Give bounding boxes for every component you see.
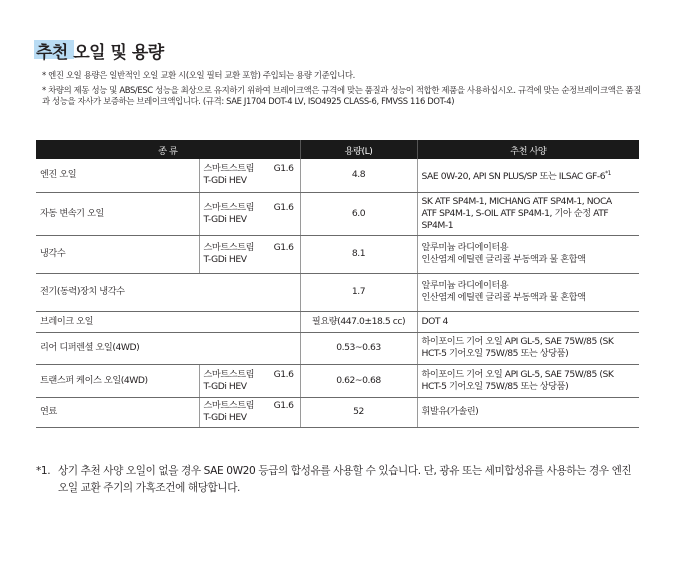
spec-line: DOT 4 xyxy=(421,315,448,327)
cell-amount: 필요량(447.0±18.5 cc) xyxy=(300,311,417,332)
spec-line: 인산염계 에틸렌 글리콜 부동액과 물 혼합액 xyxy=(421,254,586,265)
cell-amount: 1.7 xyxy=(300,273,417,311)
cell-amount: 52 xyxy=(300,397,417,427)
cell-spec xyxy=(417,273,639,311)
cell-model xyxy=(199,192,300,235)
model-type: T-GDi HEV xyxy=(203,175,247,187)
cell-amount: 0.62~0.68 xyxy=(300,364,417,397)
cell-model xyxy=(199,397,300,427)
spec-line: ATF SP4M-1, S-OIL ATF SP4M-1, 기아 순정 ATF xyxy=(421,207,609,219)
page-title: 추천 오일 및 용량 xyxy=(36,43,164,63)
table-row xyxy=(36,311,639,332)
table-row xyxy=(36,235,639,273)
spec-table xyxy=(36,140,639,428)
notes xyxy=(36,70,646,111)
spec-line: 인산염계 에틸렌 글리콜 부동액과 물 혼합액 xyxy=(421,292,586,303)
cell-spec xyxy=(417,311,639,332)
spec-line: HCT-5 기어오일 75W/85 또는 상당품) xyxy=(421,348,569,359)
note-engine-oil: * 엔진 오일 용량은 일반적인 오일 교환 시(오일 필터 교환 포함) 주입되는 용량 기준입니다. xyxy=(42,70,355,80)
footnote-text: 상기 추천 사양 오일이 없을 경우 SAE 0W20 등급의 합성유를 사용할 수 있습니다. 단, 광유 또는 세미합성유를 사용하는 경우 엔진 오일 교환 주기의 가혹조건에 해당합니다. xyxy=(58,465,632,494)
cell-amount: 4.8 xyxy=(300,159,417,192)
model-size: G1.6 xyxy=(273,163,294,175)
model-size: G1.6 xyxy=(273,400,294,411)
cell-amount: 0.53~0.63 xyxy=(300,332,417,364)
cell-kind: 트랜스퍼 케이스 오일(4WD) xyxy=(36,364,199,397)
table-header-row xyxy=(36,140,639,159)
spec-line: 하이포이드 기어 오일 API GL-5, SAE 75W/85 (SK xyxy=(421,336,614,347)
model-type: T-GDi HEV xyxy=(203,213,247,225)
table-row xyxy=(36,397,639,427)
cell-kind: 냉각수 xyxy=(36,235,199,273)
model-name: 스마트스트림 xyxy=(203,368,255,380)
spec-line: 알루미늄 라디에이터용 xyxy=(421,242,509,253)
footnote xyxy=(36,463,636,497)
model-name: 스마트스트림 xyxy=(203,163,255,175)
model-size: G1.6 xyxy=(273,242,294,253)
model-name: 스마트스트림 xyxy=(203,201,255,213)
cell-kind: 전기(동력)장치 냉각수 xyxy=(36,273,300,311)
cell-kind: 자동 변속기 오일 xyxy=(36,192,199,235)
table-row xyxy=(36,332,639,364)
cell-spec xyxy=(417,364,639,397)
spec-line: 휘발유(가솔린) xyxy=(421,406,479,417)
model-size: G1.6 xyxy=(273,201,294,213)
footnote-mark: *1. xyxy=(36,465,51,477)
spec-line: HCT-5 기어오일 75W/85 또는 상당품) xyxy=(421,380,569,392)
header-kind: 종 류 xyxy=(36,140,300,159)
model-type: T-GDi HEV xyxy=(203,412,247,423)
model-name: 스마트스트림 xyxy=(203,400,255,411)
page-title-block xyxy=(36,38,164,63)
spec-line: 알루미늄 라디에이터용 xyxy=(421,280,509,291)
spec-line: 하이포이드 기어 오일 API GL-5, SAE 75W/85 (SK xyxy=(421,368,614,380)
header-spec: 추천 사양 xyxy=(417,140,639,159)
cell-spec xyxy=(417,397,639,427)
table-row xyxy=(36,192,639,235)
cell-kind: 연료 xyxy=(36,397,199,427)
cell-kind: 엔진 오일 xyxy=(36,159,199,192)
cell-model xyxy=(199,364,300,397)
model-type: T-GDi HEV xyxy=(203,254,247,265)
cell-model xyxy=(199,159,300,192)
note-brake-fluid: * 차량의 제동 성능 및 ABS/ESC 성능을 최상으로 유지하기 위하여 브레이크액은 규격에 맞는 품질과 성능이 적합한 제품을 사용하십시오. 규격에 맞는 순정브레이크액은 품질과 성능을 자사가 보증하는 브레이크액입니다. (규격: SAE J1704 DOT-4 LV, ISO4925 CLASS-6, FMVSS 116 DOT-4) xyxy=(42,84,642,106)
cell-model xyxy=(199,235,300,273)
cell-kind: 브레이크 오일 xyxy=(36,311,300,332)
table-row xyxy=(36,273,639,311)
table-row xyxy=(36,364,639,397)
spec-line: SK ATF SP4M-1, MICHANG ATF SP4M-1, NOCA xyxy=(421,195,612,207)
cell-spec xyxy=(417,235,639,273)
cell-amount: 8.1 xyxy=(300,235,417,273)
model-name: 스마트스트림 xyxy=(203,242,255,253)
cell-amount: 6.0 xyxy=(300,192,417,235)
cell-spec xyxy=(417,192,639,235)
spec-footnote-ref: *1 xyxy=(605,169,612,177)
cell-kind: 리어 디퍼렌셜 오일(4WD) xyxy=(36,332,300,364)
spec-line: SP4M-1 xyxy=(421,219,454,231)
spec-line: SAE 0W-20, API SN PLUS/SP 또는 ILSAC GF-6 xyxy=(421,170,606,182)
model-size: G1.6 xyxy=(273,368,294,380)
cell-spec xyxy=(417,159,639,192)
table-row xyxy=(36,159,639,192)
header-capacity: 용량(L) xyxy=(300,140,417,159)
model-type: T-GDi HEV xyxy=(203,380,247,392)
cell-spec xyxy=(417,332,639,364)
